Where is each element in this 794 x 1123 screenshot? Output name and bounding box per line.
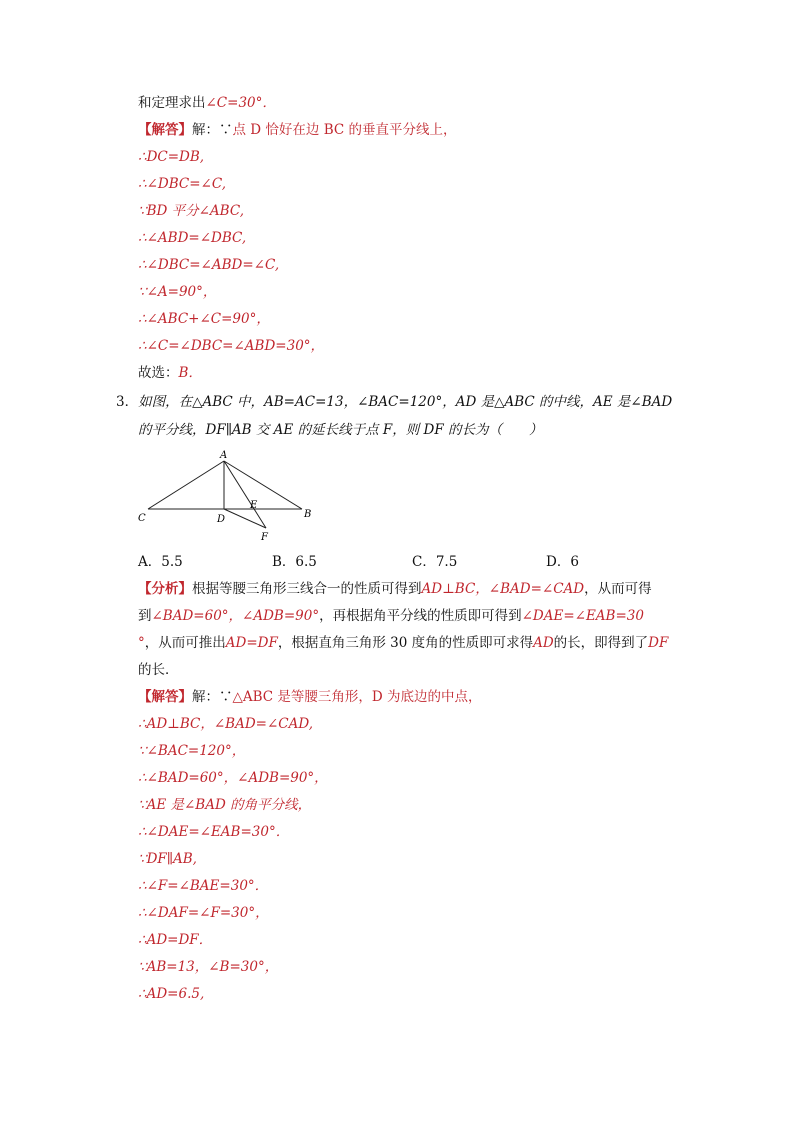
label-f: F (261, 532, 268, 543)
analysis-line (138, 607, 644, 625)
solution-header (138, 121, 457, 139)
question-text: 如图，在△ABC 中，AB=AC=13，∠BAC=120°，AD 是△ABC 的中线，AE 是∠BAD (138, 394, 673, 410)
label-c: C (138, 513, 146, 524)
solution-step: ∵BD 平分∠ABC, (138, 203, 244, 219)
text-segment: 和定理求出 (138, 95, 206, 111)
math-segment: DF (648, 635, 669, 651)
option-c: C．7.5 (412, 554, 458, 570)
solution-step: ∴∠F=∠BAE=30°． (138, 878, 269, 894)
line-ca (148, 461, 224, 509)
solution-step: ∴∠BAD=60°，∠ADB=90°， (138, 770, 328, 786)
math-segment: AD=DF (225, 635, 278, 651)
answer-label: 故选： (138, 365, 179, 381)
option-d: D．6 (546, 554, 579, 570)
label-b: B (304, 509, 312, 520)
solution-tag: 【解答】 (138, 122, 192, 138)
math-segment: △ABC 是等腰三角形，D 为底边的中点， (232, 689, 482, 705)
analysis-line (138, 580, 652, 598)
answer-value: B． (178, 365, 202, 381)
solution-step: ∴AD=DF． (138, 932, 213, 948)
math-segment: ∠DAE=∠EAB=30 (521, 608, 644, 624)
label-e: E (250, 500, 258, 511)
text-segment: ，从而可得 (584, 581, 652, 597)
solution-step: ∴∠DAF=∠F=30°， (138, 905, 269, 921)
text-line (138, 94, 276, 112)
answer-line (138, 364, 202, 382)
text-segment: ，从而可推出 (144, 635, 226, 651)
text-segment: 的长，即得到了 (553, 635, 649, 651)
analysis-line: 的长． (138, 662, 179, 678)
solution-step: ∴∠ABD=∠DBC, (138, 230, 247, 246)
math-segment: AD (533, 635, 554, 651)
text-segment: ，根据直角三角形 30 度角的性质即可求得 (277, 635, 534, 651)
text-segment: 解：∵ (192, 689, 233, 705)
text-segment: 解：∵ (192, 122, 233, 138)
solution-step: ∴DC=DB, (138, 149, 205, 165)
solution-tag: 【解答】 (138, 689, 192, 705)
solution-step: ∴∠DBC=∠ABD=∠C, (138, 257, 280, 273)
solution-step: ∴∠DBC=∠C, (138, 176, 226, 192)
solution-step: ∵∠BAC=120°， (138, 743, 246, 759)
label-d: D (217, 514, 226, 525)
option-a: A．5.5 (138, 554, 183, 570)
text-segment: 到 (138, 608, 152, 624)
question-line (116, 393, 672, 411)
line-af (224, 461, 266, 528)
analysis-tag: 【分析】 (138, 581, 192, 597)
solution-step: ∴AD⊥BC，∠BAD=∠CAD, (138, 716, 313, 732)
text-segment: 根据等腰三角形三线合一的性质可得到 (192, 581, 422, 597)
solution-step: ∵∠A=90°， (138, 284, 217, 300)
math-segment: 点 D 恰好在边 BC 的垂直平分线上， (232, 122, 457, 138)
solution-step: ∴∠C=∠DBC=∠ABD=30°， (138, 338, 325, 354)
option-b: B．6.5 (272, 554, 317, 570)
text-segment: ，再根据角平分线的性质即可得到 (319, 608, 522, 624)
analysis-line (138, 634, 668, 652)
question-number: 3． (116, 394, 139, 410)
solution-step: ∴∠DAE=∠EAB=30°． (138, 824, 290, 840)
triangle-figure (136, 446, 326, 546)
solution-header (138, 688, 482, 706)
solution-step: ∵AE 是∠BAD 的角平分线， (138, 797, 312, 813)
math-segment: ∠C=30°． (205, 95, 276, 111)
solution-step: ∵AB=13，∠B=30°， (138, 959, 279, 975)
math-segment: AD⊥BC，∠BAD=∠CAD (421, 581, 585, 597)
math-segment: ° (138, 635, 145, 651)
solution-step: ∴AD=6.5, (138, 986, 205, 1002)
question-line: 的平分线，DF∥AB 交 AE 的延长线于点 F，则 DF 的长为（ ） (138, 422, 543, 438)
solution-step: ∴∠ABC+∠C=90°， (138, 311, 270, 327)
solution-step: ∵DF∥AB, (138, 851, 197, 867)
math-segment: ∠BAD=60°，∠ADB=90° (151, 608, 320, 624)
line-ab (224, 461, 302, 509)
label-a: A (220, 450, 228, 461)
